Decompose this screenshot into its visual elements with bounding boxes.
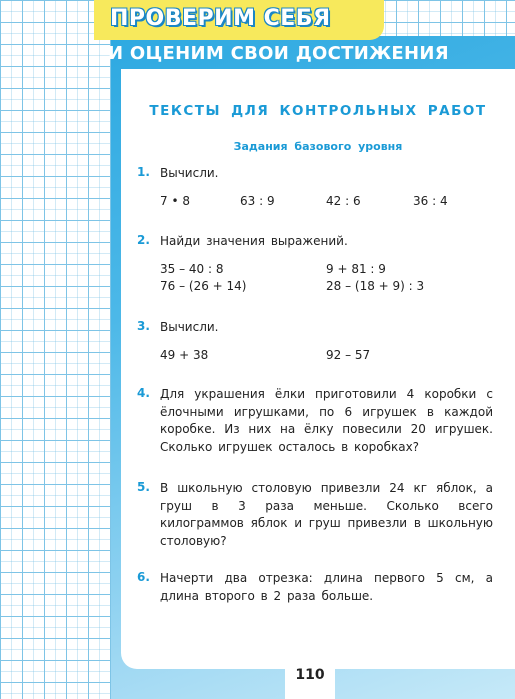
task-number: 5. (137, 480, 150, 494)
task-text: Вычисли. (160, 320, 219, 334)
task-text: Для украшения ёлки приготовили 4 коробки с ёлочными игрушками, по 6 игрушек в каждой коробке. Из них на ёлку повесили 20 игрушек. Сколько игрушек осталось в коробках? (160, 387, 493, 454)
task-number: 2. (137, 233, 150, 247)
task-text: Вычисли. (160, 166, 219, 180)
expression: 35 – 40 : 8 (160, 262, 224, 276)
section-heading: ТЕКСТЫ ДЛЯ КОНТРОЛЬНЫХ РАБОТ (149, 103, 487, 119)
expression: 49 + 38 (160, 348, 209, 362)
task-text: Найди значения выражений. (160, 234, 348, 248)
expression: 7 • 8 (160, 194, 190, 208)
task-number: 3. (137, 319, 150, 333)
page-number: 110 (285, 656, 335, 699)
task-number: 1. (137, 165, 150, 179)
expression: 92 – 57 (326, 348, 371, 362)
expression: 63 : 9 (240, 194, 275, 208)
page-title: ПРОВЕРИМ СЕБЯ (110, 6, 331, 31)
expression: 28 – (18 + 9) : 3 (326, 279, 425, 293)
expression: 42 : 6 (326, 194, 361, 208)
expression: 9 + 81 : 9 (326, 262, 386, 276)
task-text: В школьную столовую привезли 24 кг яблок, а груш в 3 раза меньше. Сколько всего килограммов яблок и груш привезли в школьную столовую? (160, 481, 493, 548)
task-number: 4. (137, 386, 150, 400)
section-subheading: Задания базового уровня (233, 140, 403, 153)
page-subtitle: И ОЦЕНИМ СВОИ ДОСТИЖЕНИЯ (108, 43, 449, 64)
task-text: Начерти два отрезка: длина первого 5 см, а длина второго в 2 раза больше. (160, 571, 493, 603)
expression: 36 : 4 (413, 194, 448, 208)
expression: 76 – (26 + 14) (160, 279, 247, 293)
task-number: 6. (137, 570, 150, 584)
